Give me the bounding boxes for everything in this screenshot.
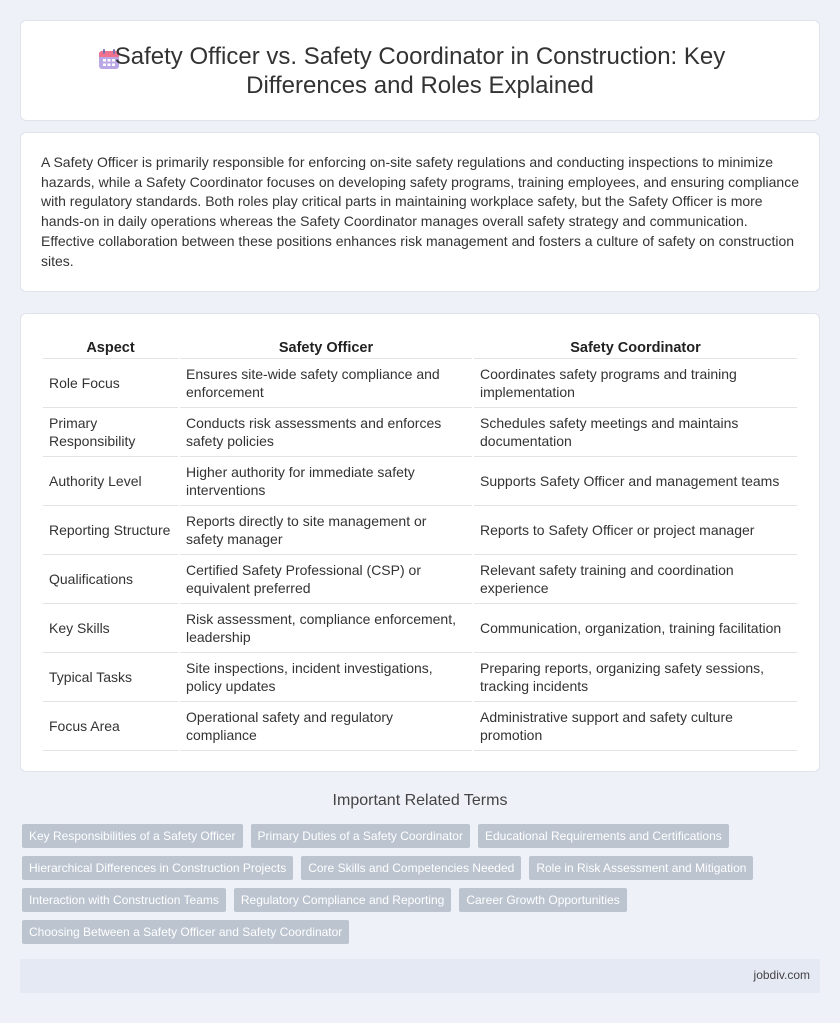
cell-aspect: Authority Level — [43, 457, 178, 506]
page-title: Safety Officer vs. Safety Coordinator in Construction: Key Differences and Roles Explained — [114, 42, 726, 99]
related-term-tag[interactable]: Interaction with Construction Teams — [22, 888, 226, 912]
header-safety-coordinator: Safety Coordinator — [474, 334, 797, 359]
table-row — [43, 653, 797, 702]
cell-aspect: Focus Area — [43, 702, 178, 751]
cell-aspect: Qualifications — [43, 555, 178, 604]
cell-officer: Higher authority for immediate safety interventions — [180, 457, 472, 506]
related-terms-list — [22, 824, 812, 952]
cell-officer: Operational safety and regulatory compliance — [180, 702, 472, 751]
cell-aspect: Reporting Structure — [43, 506, 178, 555]
table-header-row — [43, 334, 797, 359]
cell-officer: Certified Safety Professional (CSP) or equivalent preferred — [180, 555, 472, 604]
cell-officer: Site inspections, incident investigations, policy updates — [180, 653, 472, 702]
cell-officer: Ensures site-wide safety compliance and enforcement — [180, 359, 472, 408]
related-term-tag[interactable]: Choosing Between a Safety Officer and Safety Coordinator — [22, 920, 349, 944]
cell-coordinator: Administrative support and safety culture promotion — [474, 702, 797, 751]
cell-coordinator: Supports Safety Officer and management teams — [474, 457, 797, 506]
header-card — [20, 20, 820, 121]
related-term-tag[interactable]: Career Growth Opportunities — [459, 888, 626, 912]
cell-coordinator: Reports to Safety Officer or project manager — [474, 506, 797, 555]
header-safety-officer: Safety Officer — [180, 334, 472, 359]
cell-officer: Risk assessment, compliance enforcement, leadership — [180, 604, 472, 653]
cell-aspect: Key Skills — [43, 604, 178, 653]
cell-aspect: Typical Tasks — [43, 653, 178, 702]
related-terms-title: Important Related Terms — [332, 792, 508, 809]
comparison-table — [41, 334, 799, 751]
related-term-tag[interactable]: Hierarchical Differences in Construction Projects — [22, 856, 293, 880]
cell-aspect: Role Focus — [43, 359, 178, 408]
table-row — [43, 359, 797, 408]
cell-officer: Conducts risk assessments and enforces safety policies — [180, 408, 472, 457]
related-term-tag[interactable]: Role in Risk Assessment and Mitigation — [529, 856, 753, 880]
header-aspect: Aspect — [43, 334, 178, 359]
footer-site-link[interactable]: jobdiv.com — [753, 968, 810, 982]
table-row — [43, 506, 797, 555]
related-term-tag[interactable]: Primary Duties of a Safety Coordinator — [251, 824, 470, 848]
table-row — [43, 604, 797, 653]
related-term-tag[interactable]: Core Skills and Competencies Needed — [301, 856, 521, 880]
intro-card — [20, 132, 820, 292]
cell-coordinator: Coordinates safety programs and training implementation — [474, 359, 797, 408]
related-term-tag[interactable]: Key Responsibilities of a Safety Officer — [22, 824, 243, 848]
related-term-tag[interactable]: Regulatory Compliance and Reporting — [234, 888, 451, 912]
cell-aspect: Primary Responsibility — [43, 408, 178, 457]
table-row — [43, 555, 797, 604]
cell-coordinator: Preparing reports, organizing safety sessions, tracking incidents — [474, 653, 797, 702]
cell-coordinator: Schedules safety meetings and maintains documentation — [474, 408, 797, 457]
comparison-table-card — [20, 313, 820, 772]
cell-officer: Reports directly to site management or safety manager — [180, 506, 472, 555]
related-term-tag[interactable]: Educational Requirements and Certifications — [478, 824, 729, 848]
table-row — [43, 702, 797, 751]
cell-coordinator: Communication, organization, training facilitation — [474, 604, 797, 653]
table-row — [43, 408, 797, 457]
cell-coordinator: Relevant safety training and coordination experience — [474, 555, 797, 604]
footer-bar — [20, 959, 820, 993]
table-row — [43, 457, 797, 506]
intro-paragraph: A Safety Officer is primarily responsible for enforcing on-site safety regulations and conducting inspections to minimize hazards, while a Safety Coordinator focuses on developing safety programs, training employees, and ensuring compliance with regulatory standards. Both roles play critical parts in maintaining workplace safety, but the Safety Officer is more hands-on in daily operations whereas the Safety Coordinator manages overall safety strategy and communication. Effective collaboration between these positions enhances risk management and fosters a culture of safety on construction sites. — [41, 154, 799, 269]
